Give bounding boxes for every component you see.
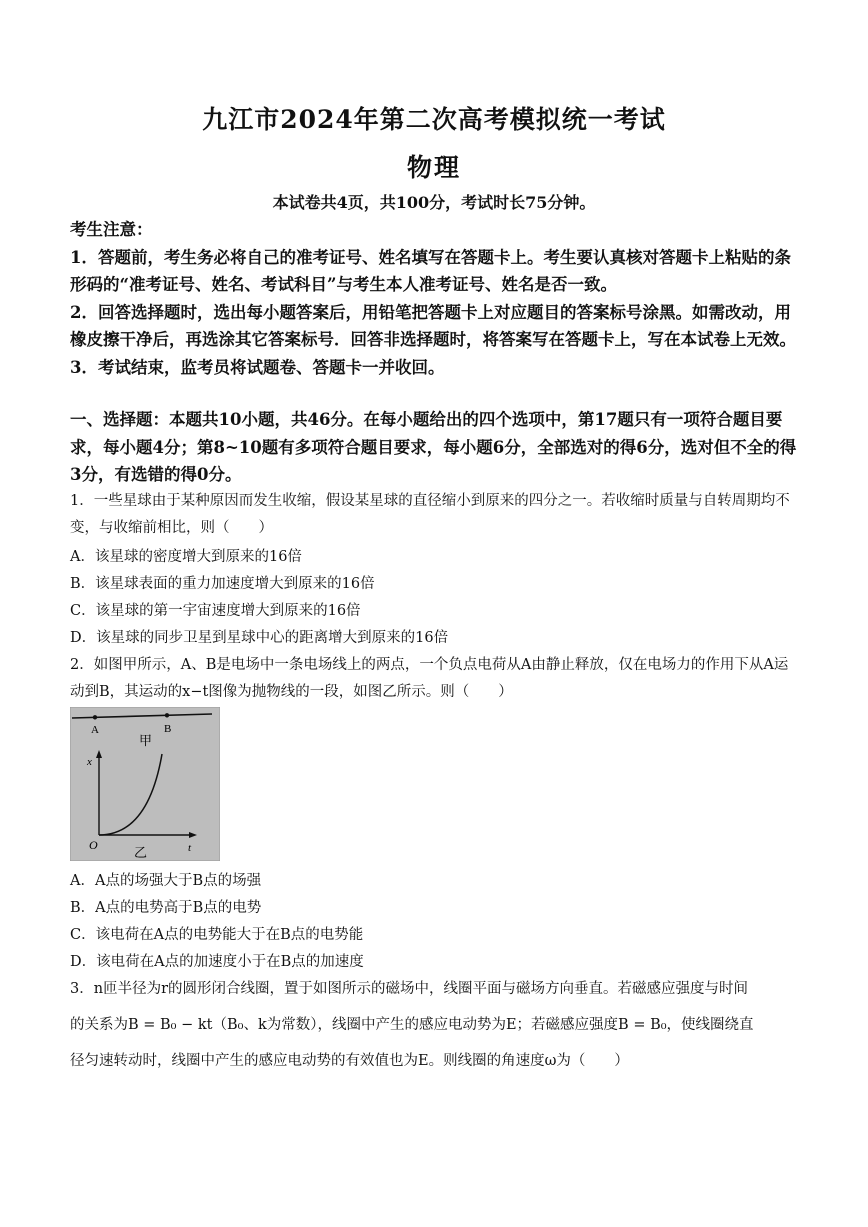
label-jia: 甲 <box>139 734 153 749</box>
label-t: t <box>188 842 192 854</box>
question-2 <box>70 652 800 706</box>
q1-option-c: C．该星球的第一宇宙速度增大到原来的16倍 <box>70 603 361 619</box>
question-1 <box>70 488 800 542</box>
label-x: x <box>87 756 92 768</box>
q2-option-b: B．A点的电势高于B点的电势 <box>70 900 262 916</box>
q2-option-c: C．该电荷在A点的电势能大于在B点的电势能 <box>70 927 364 943</box>
label-b: B <box>164 723 172 735</box>
point-b <box>165 713 169 717</box>
label-a: A <box>91 724 99 736</box>
question-3-line3: 径匀速转动时，线圈中产生的感应电动势的有效值也为E。则线圈的角速度ω为（ ） <box>70 1053 629 1069</box>
q1-option-a: A．该星球的密度增大到原来的16倍 <box>70 549 302 565</box>
q2-figure-image <box>70 707 220 861</box>
question-3-line2: 的关系为B = B₀ − kt（B₀、k为常数），线圈中产生的感应电动势为E；若磁感应强度B = B₀，使线圈绕直 <box>70 1017 754 1033</box>
question-1-stem: 1．一些星球由于某种原因而发生收缩，假设某星球的直径缩小到原来的四分之一。若收缩时质量与自转周期均不变，与收缩前相比，则（ ） <box>70 493 790 536</box>
candidate-notes <box>70 216 800 381</box>
note-item: 1．答题前，考生务必将自己的准考证号、姓名填写在答题卡上。考生要认真核对答题卡上粘贴的条形码的“准考证号、姓名、考试科目”与考生本人准考证号、姓名是否一致。 <box>70 247 791 294</box>
note-item: 3．考试结束，监考员将试题卷、答题卡一并收回。 <box>70 357 445 377</box>
question-2-stem: 2．如图甲所示，A、B是电场中一条电场线上的两点，一个负点电荷从A由静止释放，仅在电场力的作用下从A运动到B，其运动的x−t图像为抛物线的一段，如图乙所示。则（ ） <box>70 657 789 700</box>
notes-heading: 考生注意： <box>70 220 153 239</box>
section1-heading: 一、选择题：本题共10小题，共46分。在每小题给出的四个选项中，第17题只有一项符合题目要求，每小题4分；第8~10题有多项符合题目要求，每小题6分，全部选对的得6分，选对但不全的得3分，有选错的得0分。 <box>70 410 797 484</box>
label-yi: 乙 <box>134 846 148 861</box>
q2-option-a: A．A点的场强大于B点的场强 <box>70 873 262 889</box>
exam-info: 本试卷共4页，共100分，考试时长75分钟。 <box>272 193 596 212</box>
question-3-line1: 3．n匝半径为r的圆形闭合线圈，置于如图所示的磁场中，线圈平面与磁场方向垂直。若磁感应强度与时间 <box>70 981 748 997</box>
q1-option-b: B．该星球表面的重力加速度增大到原来的16倍 <box>70 576 375 592</box>
exam-title: 九江市2024年第二次高考模拟统一考试 <box>202 105 666 134</box>
section-heading <box>70 406 800 489</box>
point-a <box>93 715 97 719</box>
q2-figure <box>70 707 220 861</box>
note-item: 2．回答选择题时，选出每小题答案后，用铅笔把答题卡上对应题目的答案标号涂黑。如需改动，用橡皮擦干净后，再选涂其它答案标号．回答非选择题时，将答案写在答题卡上，写在本试卷上无效。 <box>70 302 796 349</box>
q2-option-d: D．该电荷在A点的加速度小于在B点的加速度 <box>70 954 364 970</box>
label-o: O <box>89 838 98 852</box>
subject-title: 物理 <box>406 153 461 182</box>
q1-option-d: D．该星球的同步卫星到星球中心的距离增大到原来的16倍 <box>70 630 449 646</box>
